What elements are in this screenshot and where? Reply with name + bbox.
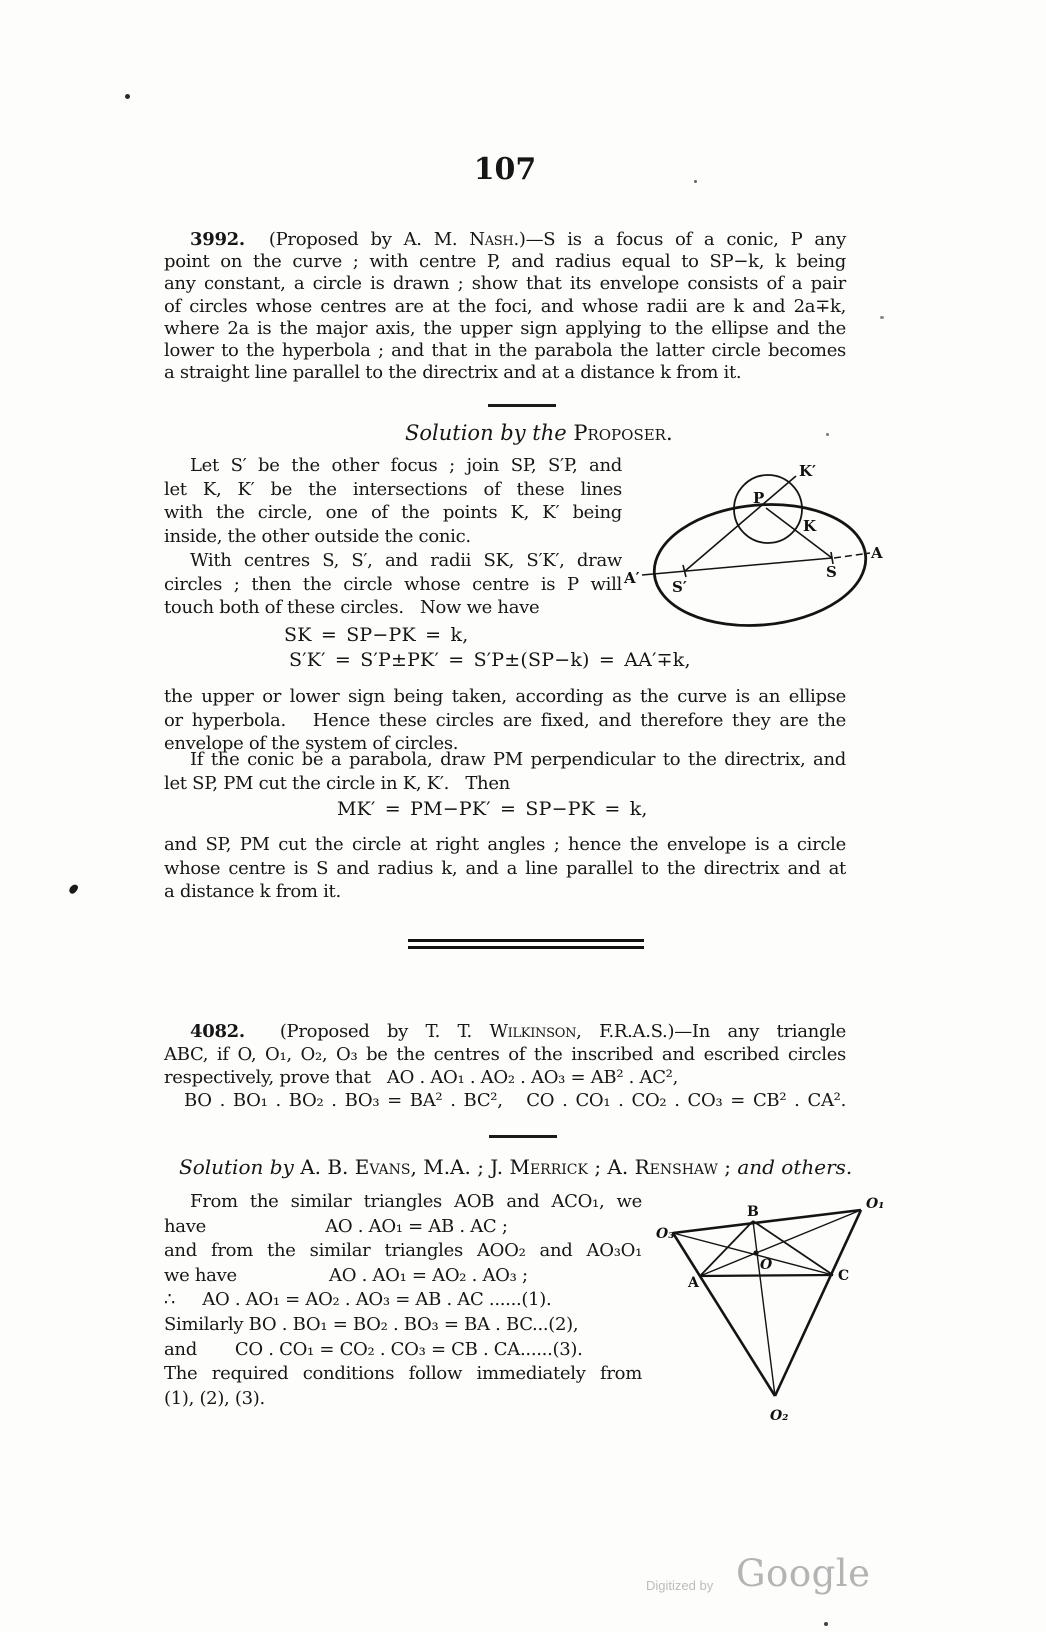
solution-line: From the similar triangles AOB and ACO₁, we xyxy=(190,1191,642,1212)
paragraph-line: let SP, PM cut the circle in K, K′. Then xyxy=(164,772,510,794)
paragraph-line: the upper or lower sign being taken, according as the curve is an ellipse xyxy=(164,686,846,707)
paragraph-line: or hyperbola. Hence these circles are fixed, and therefore they are the xyxy=(164,709,846,731)
side-ac xyxy=(700,1275,833,1276)
line-o1-o2 xyxy=(775,1210,861,1396)
label-a: A xyxy=(688,1275,699,1291)
solution-line: The required conditions follow immediately from xyxy=(164,1363,642,1385)
label-o2: O₂ xyxy=(770,1408,789,1424)
solution-line: With centres S, S′, and radii SK, S′K′, draw xyxy=(190,549,622,571)
solver-name: Evans xyxy=(354,1155,411,1179)
label-o3: O₃ xyxy=(656,1226,675,1242)
label-k: K xyxy=(803,517,817,535)
figure-triangle-diagram xyxy=(648,1190,900,1430)
label-p: P xyxy=(753,489,765,507)
solution-heading-4082: Solution by A. B. Evans, M.A. ; J. Merrick ; A. Renshaw ; and others. xyxy=(179,1155,853,1179)
problem-line: any constant, a circle is drawn ; show that its envelope consists of a pair xyxy=(164,273,846,295)
paragraph-line: and SP, PM cut the circle at right angles ; hence the envelope is a circle xyxy=(164,834,846,855)
solver-name: Renshaw xyxy=(634,1155,718,1179)
problem-line: BO . BO₁ . BO₂ . BO₃ = BA² . BC², CO . CO₁ . CO₂ . CO₃ = CB² . CA². xyxy=(184,1090,846,1111)
equation-sk: SK = SP−PK = k, xyxy=(284,624,469,646)
problem-line: lower to the hyperbola ; and that in the parabola the latter circle becomes xyxy=(164,340,846,362)
solution-line: (1), (2), (3). xyxy=(164,1387,265,1409)
solution-line: Similarly BO . BO₁ = BO₂ . BO₃ = BA . BC...(2), xyxy=(164,1313,579,1335)
solution-line: we have AO . AO₁ = AO₂ . AO₃ ; xyxy=(164,1264,528,1286)
solution-line: inside, the other outside the conic. xyxy=(164,526,471,548)
solution-line: Let S′ be the other focus ; join SP, S′P, and xyxy=(190,455,622,476)
proposer-label: Proposer xyxy=(573,421,666,445)
solution-line: let K, K′ be the intersections of these lines xyxy=(164,478,622,500)
solution-heading-3992: Solution by the Proposer. xyxy=(405,421,673,445)
problem-line: ABC, if O, O₁, O₂, O₃ be the centres of the inscribed and escribed circles xyxy=(164,1044,846,1065)
section-rule xyxy=(489,1135,557,1138)
problem-number: 3992. xyxy=(190,229,245,250)
paragraph-envelope xyxy=(164,685,846,756)
equation-sprime-kprime: S′K′ = S′P±PK′ = S′P±(SP−k) = AA′∓k, xyxy=(289,649,691,671)
proposer-name: Wilkinson xyxy=(489,1021,577,1042)
google-logo: Google xyxy=(736,1552,871,1595)
solution-line: with the circle, one of the points K, K′ being xyxy=(164,502,622,524)
double-rule-separator xyxy=(408,939,644,949)
major-axis-line xyxy=(642,558,832,575)
paragraph-line: envelope of the system of circles. xyxy=(164,733,459,755)
ink-speck xyxy=(826,433,829,436)
digitized-by-text: Digitized by xyxy=(646,1578,714,1593)
paragraph-line: a distance k from it. xyxy=(164,881,341,903)
ink-speck xyxy=(125,94,130,99)
solver-name: Merrick xyxy=(509,1155,588,1179)
label-s: S xyxy=(826,563,837,581)
ink-speck xyxy=(694,180,697,183)
problem-number: 4082. xyxy=(190,1021,245,1042)
problem-line: 4082. (Proposed by T. T. Wilkinson, F.R.A.S.)—In any triangle xyxy=(190,1021,847,1042)
google-watermark xyxy=(646,1552,906,1602)
incentre-point xyxy=(753,1250,758,1255)
proposer-name: Nash xyxy=(469,229,514,250)
label-s-prime: S′ xyxy=(672,578,687,596)
label-a: A xyxy=(871,544,883,562)
equation-mk: MK′ = PM−PK′ = SP−PK = k, xyxy=(337,798,648,820)
solution-3992-text xyxy=(164,454,622,620)
label-k-prime: K′ xyxy=(799,462,816,480)
problem-line: of circles whose centres are at the foci, and whose radii are k and 2a∓k, xyxy=(164,295,846,317)
solution-line: and from the similar triangles AOO₂ and AO₃O₁ xyxy=(164,1240,642,1262)
label-a-prime: A′ xyxy=(624,569,640,587)
figure-ellipse-diagram xyxy=(612,446,894,642)
solution-line: touch both of these circles. Now we have xyxy=(164,597,540,619)
solution-4082-text xyxy=(164,1190,642,1411)
problem-line: 3992. (Proposed by A. M. Nash.)—S is a focus of a conic, P any xyxy=(190,229,846,250)
line-p-s xyxy=(766,508,832,558)
solution-line: ∴ AO . AO₁ = AO₂ . AO₃ = AB . AC ......(1). xyxy=(164,1289,552,1311)
solution-line: circles ; then the circle whose centre is P will xyxy=(164,573,622,595)
paragraph-line: whose centre is S and radius k, and a line parallel to the directrix and at xyxy=(164,857,846,879)
solution-line: have AO . AO₁ = AB . AC ; xyxy=(164,1215,508,1237)
label-o: O xyxy=(760,1257,773,1273)
ink-speck xyxy=(824,1622,828,1626)
label-o1: O₁ xyxy=(866,1196,885,1212)
solution-line: and CO . CO₁ = CO₂ . CO₃ = CB . CA......(3). xyxy=(164,1338,583,1360)
ink-speck xyxy=(880,316,884,319)
cevian-c-o3 xyxy=(673,1233,833,1275)
problem-4082 xyxy=(164,1020,846,1112)
problem-3992 xyxy=(164,229,846,384)
paragraph-parabola xyxy=(164,748,846,795)
section-rule xyxy=(488,404,556,407)
paragraph-conclusion xyxy=(164,833,846,904)
ink-speck xyxy=(68,883,79,895)
label-b: B xyxy=(747,1204,759,1220)
problem-line: a straight line parallel to the directrix and at a distance k from it. xyxy=(164,362,742,384)
problem-line: point on the curve ; with centre P, and radius equal to SP−k, k being xyxy=(164,251,846,273)
label-c: C xyxy=(838,1268,850,1284)
problem-line: respectively, prove that AO . AO₁ . AO₂ . AO₃ = AB² . AC², xyxy=(164,1067,679,1088)
page-number: 107 xyxy=(473,152,537,187)
paragraph-line: If the conic be a parabola, draw PM perpendicular to the directrix, and xyxy=(190,749,846,770)
problem-line: where 2a is the major axis, the upper sign applying to the ellipse and the xyxy=(164,317,846,339)
